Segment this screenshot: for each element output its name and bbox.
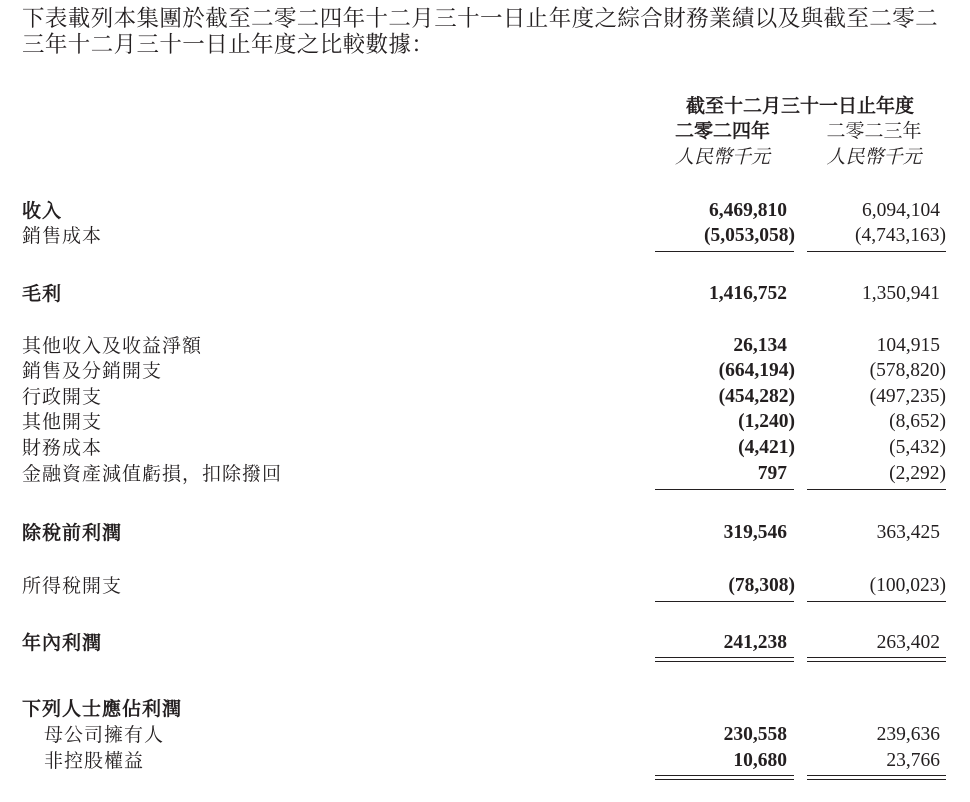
value-2024-other-income: 26,134 (733, 335, 787, 356)
total-double-rule-2023 (807, 775, 946, 780)
total-double-rule-2023 (807, 657, 946, 662)
row-label-admin-expenses: 行政開支 (22, 386, 103, 408)
row-label-profit-for-year: 年內利潤 (22, 632, 103, 654)
value-2024-revenue: 6,469,810 (709, 200, 787, 221)
value-2024-selling-expenses: (664,194) (718, 360, 795, 381)
intro-paragraph: 下表載列本集團於截至二零二四年十二月三十一日止年度之綜合財務業績以及與截至二零二三年十二月三十一日止年度之比較數據： (22, 6, 939, 58)
row-label-finance-costs: 財務成本 (22, 437, 103, 459)
subtotal-rule-2023 (807, 251, 946, 252)
total-double-rule-2024 (655, 775, 794, 780)
row-label-other-income: 其他收入及收益淨額 (22, 335, 203, 357)
row-label-other-expenses: 其他開支 (22, 411, 103, 433)
value-2023-profit-for-year: 263,402 (876, 632, 940, 653)
row-label-impairment-losses: 金融資產減值虧損，扣除撥回 (22, 463, 283, 485)
subtotal-rule-2023 (807, 601, 946, 602)
value-2024-profit-before-tax: 319,546 (723, 522, 787, 543)
row-label-gross-profit: 毛利 (22, 283, 63, 305)
value-2024-other-expenses: (1,240) (738, 411, 795, 432)
row-label-owners-of-parent: 母公司擁有人 (44, 724, 165, 746)
subtotal-rule-2024 (655, 489, 794, 490)
subtotal-rule-2024 (655, 601, 794, 602)
value-2023-selling-expenses: (578,820) (869, 360, 946, 381)
subtotal-rule-2023 (807, 489, 946, 490)
year-2024-heading: 二零二四年 (674, 120, 770, 142)
value-2023-non-controlling-interests: 23,766 (886, 750, 940, 771)
value-2023-impairment-losses: (2,292) (889, 463, 946, 484)
value-2023-profit-before-tax: 363,425 (876, 522, 940, 543)
row-label-attributable-to: 下列人士應佔利潤 (22, 698, 183, 720)
value-2023-owners-of-parent: 239,636 (876, 724, 940, 745)
value-2023-admin-expenses: (497,235) (869, 386, 946, 407)
period-heading: 截至十二月三十一日止年度 (685, 95, 914, 117)
row-label-non-controlling-interests: 非控股權益 (44, 750, 145, 772)
value-2023-gross-profit: 1,350,941 (862, 283, 940, 304)
unit-2023-heading: 人民幣千元 (826, 146, 922, 168)
value-2024-finance-costs: (4,421) (738, 437, 795, 458)
value-2024-profit-for-year: 241,238 (723, 632, 787, 653)
row-label-selling-expenses: 銷售及分銷開支 (22, 360, 163, 382)
value-2023-income-tax: (100,023) (869, 575, 946, 596)
value-2024-gross-profit: 1,416,752 (709, 283, 787, 304)
subtotal-rule-2024 (655, 251, 794, 252)
unit-2024-heading: 人民幣千元 (674, 146, 770, 168)
year-2023-heading: 二零二三年 (826, 120, 922, 142)
value-2024-impairment-losses: 797 (757, 463, 787, 484)
value-2023-cost-of-sales: (4,743,163) (855, 225, 946, 246)
row-label-income-tax: 所得稅開支 (22, 575, 123, 597)
value-2024-cost-of-sales: (5,053,058) (704, 225, 795, 246)
value-2024-owners-of-parent: 230,558 (723, 724, 787, 745)
row-label-profit-before-tax: 除稅前利潤 (22, 522, 123, 544)
value-2024-admin-expenses: (454,282) (718, 386, 795, 407)
row-label-revenue: 收入 (22, 200, 63, 222)
value-2023-other-income: 104,915 (876, 335, 940, 356)
value-2023-other-expenses: (8,652) (889, 411, 946, 432)
value-2023-finance-costs: (5,432) (889, 437, 946, 458)
value-2024-income-tax: (78,308) (728, 575, 795, 596)
value-2024-non-controlling-interests: 10,680 (733, 750, 787, 771)
value-2023-revenue: 6,094,104 (862, 200, 940, 221)
row-label-cost-of-sales: 銷售成本 (22, 225, 103, 247)
total-double-rule-2024 (655, 657, 794, 662)
